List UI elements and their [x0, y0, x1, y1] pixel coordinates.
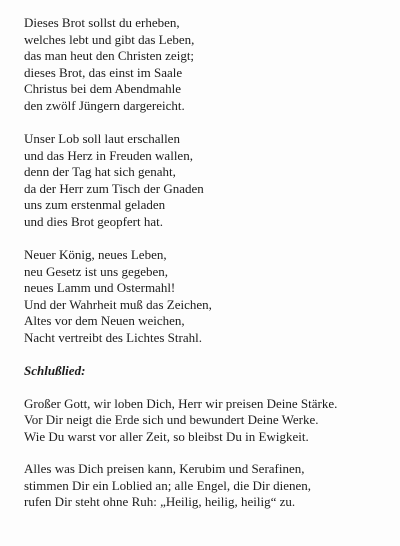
stanza-line: Dieses Brot sollst du erheben,: [24, 15, 180, 30]
stanza-line: Nacht vertreibt des Lichtes Strahl.: [24, 329, 202, 345]
stanza-line: neues Lamm und Ostermahl!: [24, 280, 176, 295]
final-stanza-1: [24, 396, 392, 446]
final-line: Alles was Dich preisen kann, Kerubim und Serafinen,: [24, 461, 305, 476]
final-line: Vor Dir neigt die Erde sich und bewundert Deine Werke.: [24, 412, 319, 427]
stanza-line: neu Gesetz ist uns gegeben,: [24, 263, 169, 279]
stanza-1: [24, 15, 392, 114]
hymn-text: [24, 15, 392, 527]
stanza-3: [24, 247, 392, 346]
stanza-line: Unser Lob soll laut erschallen: [24, 131, 180, 146]
stanza-line: Neuer König, neues Leben,: [24, 247, 167, 262]
stanza-line: den zwölf Jüngern dargereicht.: [24, 97, 185, 113]
stanza-line: denn der Tag hat sich genaht,: [24, 164, 176, 179]
final-line: rufen Dir steht ohne Ruh: „Heilig, heilig, heilig“ zu.: [24, 494, 296, 509]
stanza-line: das man heut den Christen zeigt;: [24, 48, 195, 63]
final-line: stimmen Dir ein Loblied an; alle Engel, die Dir dienen,: [24, 477, 312, 493]
stanza-line: dieses Brot, das einst im Saale: [24, 64, 183, 80]
stanza-line: da der Herr zum Tisch der Gnaden: [24, 180, 204, 196]
stanza-line: Altes vor dem Neuen weichen,: [24, 313, 185, 328]
stanza-line: welches lebt und gibt das Leben,: [24, 31, 195, 47]
stanza-line: und das Herz in Freuden wallen,: [24, 147, 193, 163]
final-song-title: Schlußlied:: [24, 363, 86, 378]
stanza-line: Christus bei dem Abendmahle: [24, 81, 182, 96]
stanza-line: und dies Brot geopfert hat.: [24, 213, 163, 229]
final-line: Großer Gott, wir loben Dich, Herr wir preisen Deine Stärke.: [24, 395, 338, 411]
final-line: Wie Du warst vor aller Zeit, so bleibst Du in Ewigkeit.: [24, 428, 309, 444]
final-stanza-2: [24, 461, 392, 511]
stanza-line: uns zum erstenmal geladen: [24, 197, 166, 212]
stanza-line: Und der Wahrheit muß das Zeichen,: [24, 296, 212, 312]
stanza-2: [24, 131, 392, 230]
final-song: [24, 363, 392, 511]
